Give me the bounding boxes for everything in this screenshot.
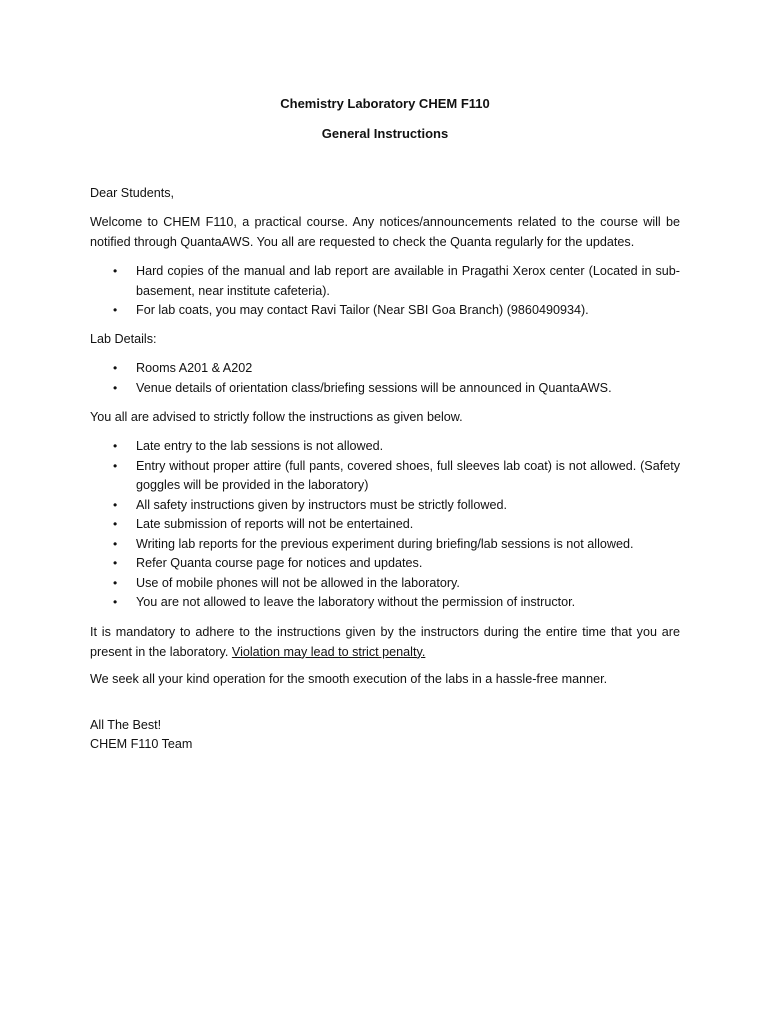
list-item-text: Hard copies of the manual and lab report are available in Pragathi Xerox center (Located in sub-basement, near institute cafeteria). — [136, 264, 680, 298]
list-item-text: You are not allowed to leave the laboratory without the permission of instructor. — [136, 595, 576, 609]
list-item — [90, 554, 680, 574]
bullet-icon: • — [113, 497, 118, 512]
bullet-icon: • — [113, 380, 118, 395]
list-item-text: Refer Quanta course page for notices and updates. — [136, 556, 423, 570]
seek-paragraph: We seek all your kind operation for the smooth execution of the labs in a hassle-free manner. — [90, 672, 608, 686]
list-item-text: Late submission of reports will not be entertained. — [136, 517, 414, 531]
lab-details-list — [90, 359, 680, 398]
list-item — [90, 593, 680, 613]
list-item-text: Venue details of orientation class/briefing sessions will be announced in QuantaAWS. — [136, 380, 612, 395]
welcome-paragraph: Welcome to CHEM F110, a practical course. Any notices/announcements related to the course will be notified through QuantaAWS. You all are requested to check the Quanta regularly for the updates. — [90, 215, 680, 249]
closing-line: All The Best! — [90, 718, 162, 732]
bullet-icon: • — [113, 303, 118, 317]
list-item — [90, 301, 680, 321]
document-page — [90, 0, 680, 1024]
list-item-text: All safety instructions given by instructors must be strictly followed. — [136, 497, 507, 512]
document-subtitle: General Instructions — [321, 126, 449, 141]
list-item-text: Late entry to the lab sessions is not allowed. — [136, 439, 384, 453]
bullet-icon: • — [113, 517, 118, 531]
list-item — [90, 515, 680, 535]
list-item — [90, 437, 680, 457]
list-item — [90, 496, 680, 516]
lab-rules-list — [90, 437, 680, 613]
bullet-icon: • — [113, 556, 118, 570]
mandatory-text: It is mandatory to adhere to the instructions given by the instructors during the entire time that you are present in the laboratory. — [90, 625, 680, 659]
list-item-text: Use of mobile phones will not be allowed in the laboratory. — [136, 575, 460, 590]
list-item — [90, 457, 680, 496]
document-title: Chemistry Laboratory CHEM F110 — [280, 96, 490, 111]
bullet-icon: • — [113, 439, 118, 453]
penalty-warning: Violation may lead to strict penalty. — [231, 644, 426, 659]
bullet-icon: • — [113, 575, 118, 590]
lab-details-heading: Lab Details: — [90, 332, 157, 346]
signature: CHEM F110 Team — [90, 737, 193, 751]
list-item-text: For lab coats, you may contact Ravi Tailor (Near SBI Goa Branch) (9860490934). — [136, 303, 589, 317]
list-item-text: Rooms A201 & A202 — [136, 361, 253, 375]
list-item — [90, 359, 680, 379]
list-item — [90, 535, 680, 555]
salutation: Dear Students, — [90, 186, 175, 200]
list-item-text: Writing lab reports for the previous experiment during briefing/lab sessions is not allowed. — [136, 536, 634, 551]
bullet-icon: • — [113, 458, 118, 473]
mandatory-paragraph — [90, 623, 680, 662]
bullet-icon: • — [113, 595, 118, 609]
list-item — [90, 262, 680, 301]
advised-paragraph: You all are advised to strictly follow the instructions as given below. — [90, 410, 463, 424]
list-item-text: Entry without proper attire (full pants, covered shoes, full sleeves lab coat) is not allowed. (Safety goggles will be provided in the laboratory) — [136, 458, 680, 492]
course-materials-list — [90, 262, 680, 321]
list-item — [90, 574, 680, 594]
bullet-icon: • — [113, 264, 118, 278]
bullet-icon: • — [113, 536, 118, 551]
list-item — [90, 379, 680, 399]
bullet-icon: • — [113, 361, 118, 375]
